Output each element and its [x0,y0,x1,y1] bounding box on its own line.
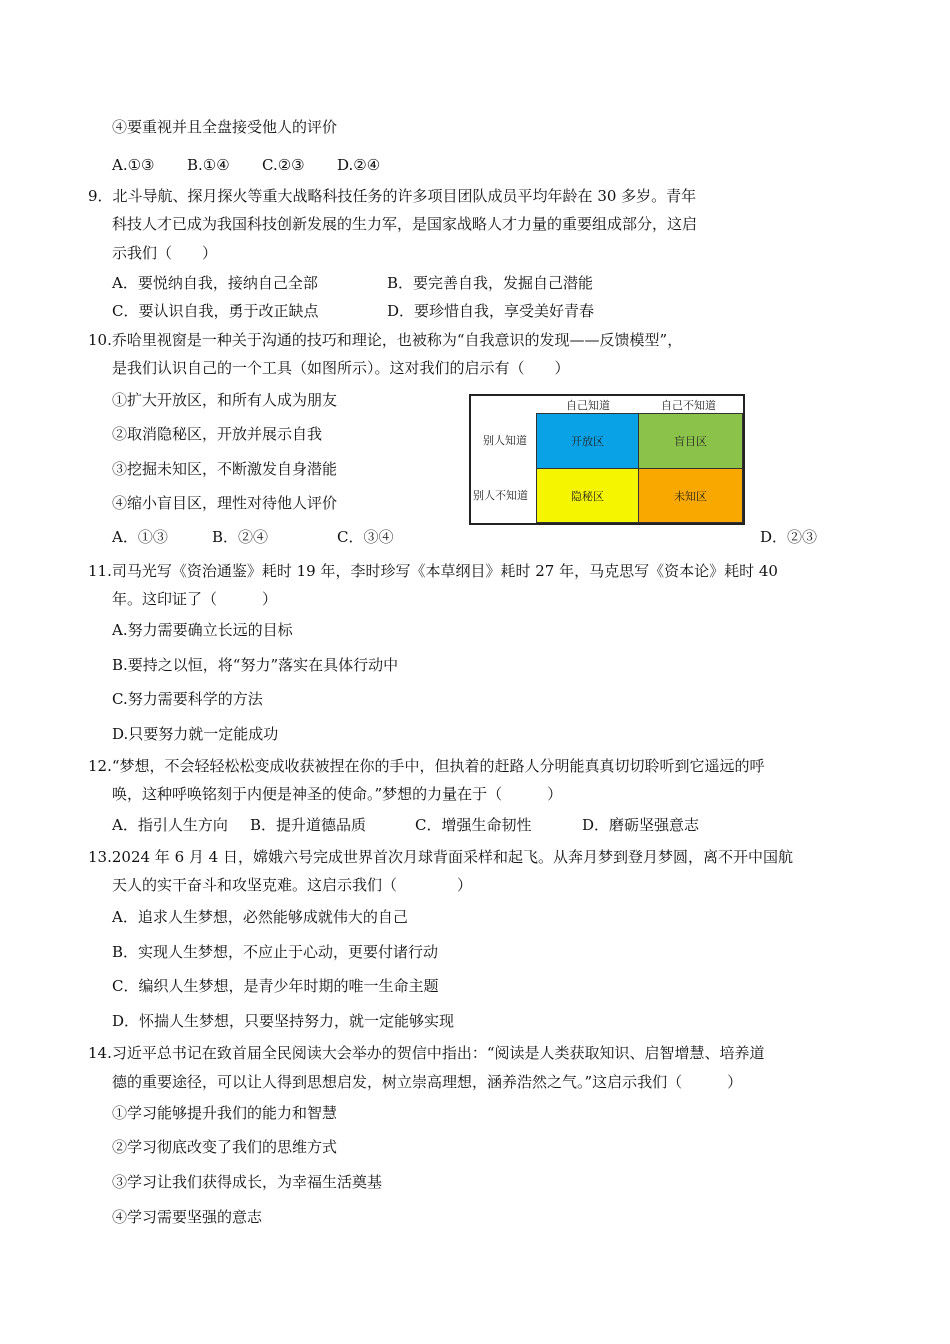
q11-option-a: A.努力需要确立长远的目标 [112,621,293,639]
col-header-self-known: 自己知道 [566,399,610,412]
q9-option-a: A．要悦纳自我，接纳自己全部 [112,274,318,292]
q9-stem-line-3: 示我们（ ） [112,244,218,262]
q9-stem-line-1: 9．北斗导航、探月探火等重大战略科技任务的许多项目团队成员平均年龄在 30 多岁。青年 [88,187,697,205]
q11-option-c: C.努力需要科学的方法 [112,690,263,708]
q12-option-a: A．指引人生方向 [112,816,228,834]
q13-option-b: B．实现人生梦想，不应止于心动，更要付诸行动 [112,943,439,961]
johari-window-figure [469,394,745,525]
q10-stem-line-2: 是我们认识自己的一个工具（如图所示）。这对我们的启示有（ ） [112,359,570,377]
q10-item-3: ③挖掘未知区，不断激发自身潜能 [112,460,338,478]
open-area: 开放区 [536,413,639,469]
q12-stem-line-1: 12.“梦想，不会轻轻松松变成收获被捏在你的手中，但执着的赶路人分明能真真切切聆听到它遥远的呼 [88,757,765,775]
q9-option-d: D．要珍惜自我，享受美好青春 [387,302,595,320]
q12-option-d: D．磨砺坚强意志 [582,816,700,834]
q13-option-d: D．怀揣人生梦想，只要坚持努力，就一定能够实现 [112,1012,455,1030]
q8-option-d: D.②④ [337,156,381,174]
q8-option-c: C.②③ [262,156,305,174]
q9-option-b: B．要完善自我，发掘自己潜能 [387,274,594,292]
q14-item-3: ③学习让我们获得成长，为幸福生活奠基 [112,1173,383,1191]
blind-area: 盲目区 [638,413,743,469]
q11-stem-line-1: 11.司马光写《资治通鉴》耗时 19 年，李时珍写《本草纲目》耗时 27 年，马克思写《资本论》耗时 40 [88,562,778,580]
q10-item-2: ②取消隐秘区，开放并展示自我 [112,425,323,443]
col-header-self-unknown: 自己不知道 [661,399,716,412]
q10-option-c: C．③④ [337,528,394,546]
q11-option-d: D.只要努力就一定能成功 [112,725,279,743]
q10-item-4: ④缩小盲目区，理性对待他人评价 [112,494,338,512]
q9-stem-line-2: 科技人才已成为我国科技创新发展的生力军，是国家战略人才力量的重要组成部分，这启 [112,215,698,233]
q14-item-1: ①学习能够提升我们的能力和智慧 [112,1104,338,1122]
q12-option-b: B．提升道德品质 [250,816,367,834]
q13-stem-line-2: 天人的实干奋斗和攻坚克难。这启示我们（ ） [112,876,473,894]
q14-stem-line-1: 14.习近平总书记在致首届全民阅读大会举办的贺信中指出：“阅读是人类获取知识、启智增慧、培养道 [88,1044,765,1062]
hidden-area: 隐秘区 [536,468,639,523]
q13-stem-line-1: 13.2024 年 6 月 4 日，嫦娥六号完成世界首次月球背面采样和起飞。从奔月梦到登月梦圆，离不开中国航 [88,848,793,866]
q10-item-1: ①扩大开放区，和所有人成为朋友 [112,391,338,409]
row-header-others-known: 别人知道 [483,434,527,447]
q14-stem-line-2: 德的重要途径，可以让人得到思想启发，树立崇高理想，涵养浩然之气。”这启示我们（ ） [112,1073,743,1091]
row-header-others-unknown: 别人不知道 [473,489,528,502]
q8-option-a: A.①③ [112,156,155,174]
q10-stem-line-1: 10.乔哈里视窗是一种关于沟通的技巧和理论，也被称为“自我意识的发现——反馈模型”， [88,331,683,349]
q8-option-b: B.①④ [187,156,230,174]
q12-option-c: C．增强生命韧性 [415,816,532,834]
q14-item-2: ②学习彻底改变了我们的思维方式 [112,1138,338,1156]
q12-stem-line-2: 唤，这种呼唤铭刻于内便是神圣的使命。”梦想的力量在于（ ） [112,785,563,803]
q13-option-a: A．追求人生梦想，必然能够成就伟大的自己 [112,908,408,926]
q13-option-c: C．编织人生梦想，是青少年时期的唯一生命主题 [112,977,439,995]
q11-stem-line-2: 年。这印证了（ ） [112,590,278,608]
q9-option-c: C．要认识自我，勇于改正缺点 [112,302,319,320]
q10-option-b: B．②④ [212,528,269,546]
q8-item-4: ④要重视并且全盘接受他人的评价 [112,118,338,136]
q10-option-a: A．①③ [112,528,168,546]
q11-option-b: B.要持之以恒，将“努力”落实在具体行动中 [112,656,399,674]
q14-item-4: ④学习需要坚强的意志 [112,1208,263,1226]
unknown-area: 未知区 [638,468,743,523]
q10-option-d: D．②③ [760,528,818,546]
